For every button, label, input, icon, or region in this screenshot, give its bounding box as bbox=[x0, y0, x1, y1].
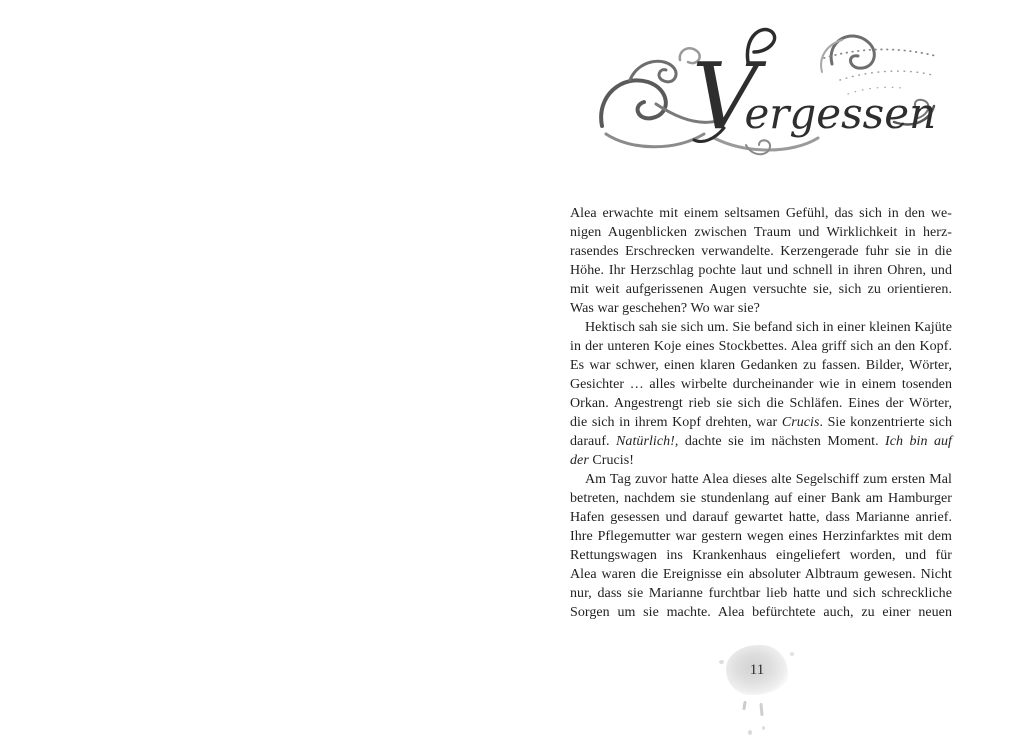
italic-text-segment: der bbox=[570, 453, 593, 468]
text-line bbox=[570, 223, 952, 242]
page-number: 11 bbox=[749, 661, 765, 678]
text-line bbox=[570, 584, 952, 603]
text-segment: Höhe. Ihr Herzschlag pochte laut und schnell in ihren Ohren, und bbox=[570, 263, 952, 278]
text-line bbox=[570, 299, 952, 318]
text-line bbox=[570, 280, 952, 299]
text-line bbox=[570, 451, 952, 470]
text-segment: in der unteren Koje eines Stockbettes. Alea griff sich an den Kopf. bbox=[570, 339, 952, 354]
ink-fleck bbox=[790, 652, 794, 656]
text-line bbox=[570, 413, 952, 432]
text-line bbox=[570, 394, 952, 413]
text-segment: Ihre Pflegemutter war gestern wegen eines Herzinfarktes mit dem bbox=[570, 529, 952, 544]
italic-text-segment: Ich bin auf bbox=[885, 434, 952, 449]
ink-speck bbox=[762, 726, 765, 730]
text-segment: Hektisch sah sie sich um. Sie befand sich in einer kleinen Kajüte bbox=[585, 320, 952, 335]
text-line bbox=[570, 242, 952, 261]
text-line bbox=[570, 546, 952, 565]
text-line bbox=[570, 565, 952, 584]
text-segment: darauf. bbox=[570, 434, 617, 449]
chapter-title-artwork bbox=[596, 8, 936, 162]
text-segment: Rettungswagen ins Krankenhaus eingeliefert worden, und für bbox=[570, 548, 952, 563]
text-line bbox=[570, 204, 952, 223]
text-segment: Alea erwachte mit einem seltsamen Gefühl, das sich in den we- bbox=[570, 206, 952, 221]
text-line bbox=[570, 527, 952, 546]
ink-drip bbox=[742, 701, 746, 710]
chapter-title-script bbox=[692, 43, 936, 150]
text-segment: rasendes Erschrecken verwandelte. Kerzengerade fuhr sie in die bbox=[570, 244, 952, 259]
wave-ornament-illustration bbox=[596, 8, 936, 162]
text-segment: . Sie konzentrierte sich bbox=[819, 415, 952, 430]
page-number-ink-blot bbox=[726, 645, 788, 695]
text-segment: Am Tag zuvor hatte Alea dieses alte Segelschiff zum ersten Mal bbox=[585, 472, 952, 487]
text-line bbox=[570, 356, 952, 375]
ink-spray-dots-upper bbox=[824, 49, 936, 58]
text-segment: nigen Augenblicken zwischen Traum und Wirklichkeit in herz- bbox=[570, 225, 952, 240]
text-segment: Gesichter … alles wirbelte durcheinander wie in einem tosenden bbox=[570, 377, 952, 392]
ink-fleck bbox=[719, 660, 724, 664]
italic-text-segment: Natürlich! bbox=[616, 434, 675, 449]
text-line bbox=[570, 432, 952, 451]
left-wave-base bbox=[606, 134, 704, 147]
text-segment: Sorgen um sie machte. Alea befürchtete auch, zu einer neuen bbox=[570, 605, 952, 620]
text-line bbox=[570, 261, 952, 280]
text-segment: betreten, nachdem sie stundenlang auf einer Bank am Hamburger bbox=[570, 491, 952, 506]
text-segment: die sich in ihrem Kopf drehten, war bbox=[570, 415, 782, 430]
text-line bbox=[570, 375, 952, 394]
ink-drip bbox=[759, 703, 763, 716]
text-segment: Crucis! bbox=[592, 453, 634, 468]
chapter-title-rest: ergessen bbox=[744, 89, 936, 138]
italic-text-segment: Crucis bbox=[781, 415, 820, 430]
text-segment: Alea waren die Ereignisse ein absoluter Albtraum gewesen. Nicht bbox=[570, 567, 952, 582]
text-line bbox=[570, 489, 952, 508]
chapter-title-initial: V bbox=[692, 43, 759, 150]
ink-speck bbox=[748, 730, 752, 735]
text-segment: nur, dass sie Marianne furchtbar lieb hatte und sich schreckliche bbox=[570, 586, 952, 601]
text-segment: , dachte sie im nächsten Moment. bbox=[674, 434, 886, 449]
text-segment: Es war schwer, einen klaren Gedanken zu fassen. Bilder, Wörter, bbox=[570, 358, 952, 373]
text-line bbox=[570, 337, 952, 356]
body-text-block bbox=[570, 204, 952, 622]
text-segment: Orkan. Angestrengt rieb sie sich die Schläfen. Eines der Wörter, bbox=[570, 396, 952, 411]
text-line bbox=[570, 603, 952, 622]
text-segment: Was war geschehen? Wo war sie? bbox=[570, 301, 760, 316]
ink-spray-dots-middle bbox=[840, 71, 936, 80]
text-line bbox=[570, 508, 952, 527]
text-line bbox=[570, 318, 952, 337]
text-segment: mit weit aufgerissenen Augen versuchte sie, sich zu orientieren. bbox=[570, 282, 952, 297]
text-segment: Hafen gesessen und darauf gewartet hatte, dass Marianne anrief. bbox=[570, 510, 952, 525]
text-line bbox=[570, 470, 952, 489]
